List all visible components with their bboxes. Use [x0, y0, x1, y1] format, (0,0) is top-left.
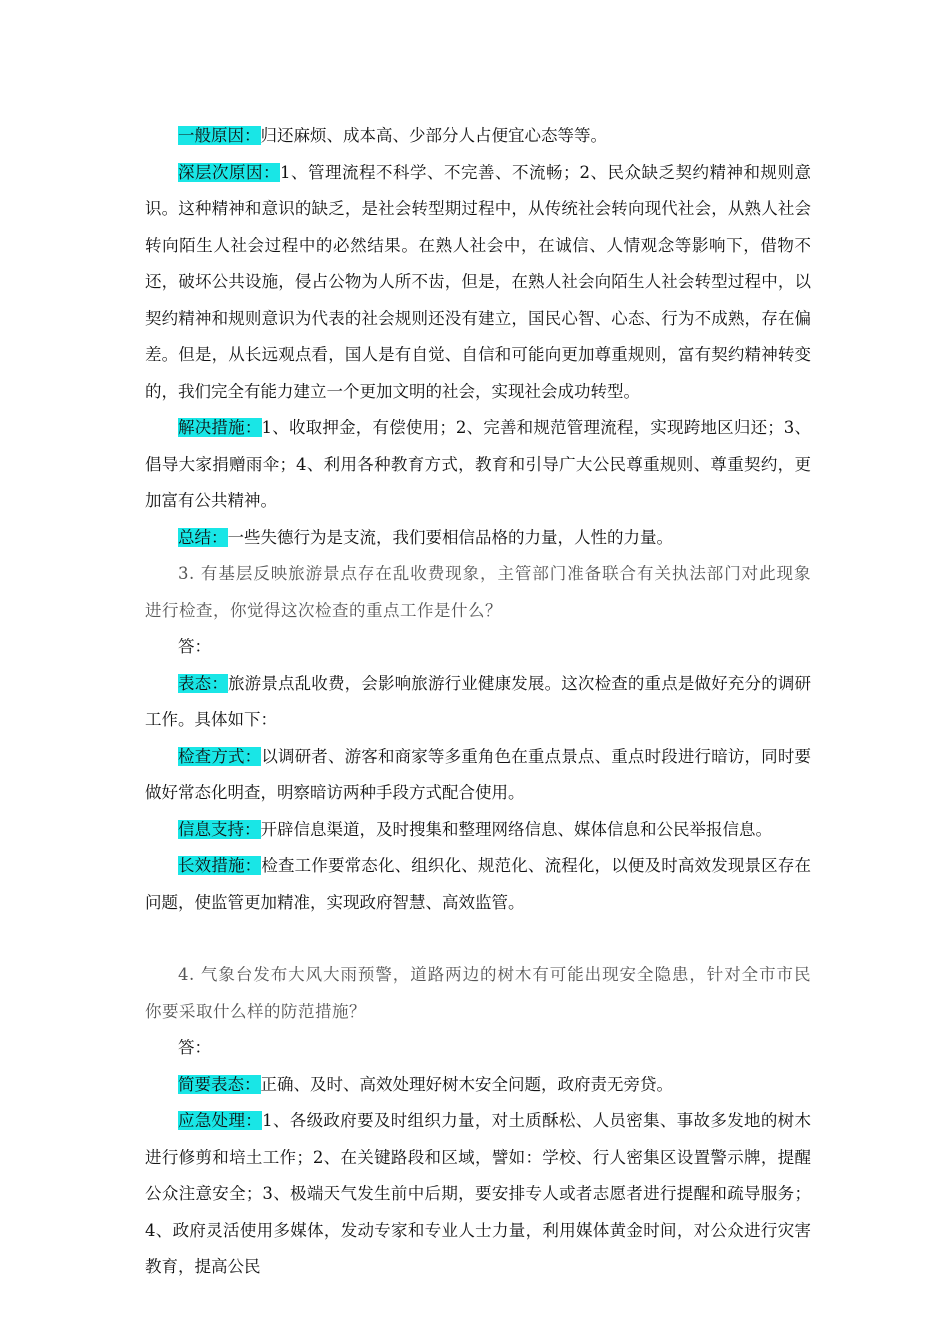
heading-deep-reason: 深层次原因： [178, 162, 280, 182]
heading-solutions: 解决措施： [178, 418, 262, 437]
text-q4-emergency: 1、各级政府要及时组织力量，对土质酥松、人员密集、事故多发地的树木进行修剪和培土工作；2、在关键路段和区域，譬如：学校、行人密集区设置警示牌，提醒公众注意安全；3、极端天气发生前中后期，要安排专人或者志愿者进行提醒和疏导服务；4、政府灵活使用多媒体，发动专家和专业人士力量，利用媒体黄金时间，对公众进行灾害教育，提高公民 [145, 1111, 812, 1276]
paragraph-q3-info [145, 812, 811, 849]
question-3: 3. 有基层反映旅游景点存在乱收费现象，主管部门准备联合有关执法部门对此现象进行检查，你觉得这次检查的重点工作是什么？ [145, 564, 811, 620]
text-q3-stance: 旅游景点乱收费，会影响旅游行业健康发展。这次检查的重点是做好充分的调研工作。具体如下： [145, 673, 812, 729]
paragraph-general-reason [145, 118, 811, 155]
paragraph-summary [145, 520, 811, 557]
heading-q4-emergency: 应急处理： [178, 1111, 263, 1130]
paragraph-q3-longterm [145, 848, 811, 921]
heading-summary: 总结： [178, 527, 228, 547]
heading-q4-stance: 简要表态： [178, 1074, 261, 1094]
paragraph-solutions [145, 410, 811, 520]
text-solutions: 1、收取押金，有偿使用；2、完善和规范管理流程，实现跨地区归还；3、倡导大家捐赠雨伞；4、利用各种教育方式，教育和引导广大公民尊重规则、尊重契约，更加富有公共精神。 [145, 418, 811, 510]
answer-4-label: 答： [178, 1038, 211, 1057]
text-q3-method: 以调研者、游客和商家等多重角色在重点景点、重点时段进行暗访，同时要做好常态化明查，明察暗访两种手段方式配合使用。 [145, 746, 812, 802]
heading-q3-stance: 表态： [178, 673, 228, 693]
question-4: 4. 气象台发布大风大雨预警，道路两边的树木有可能出现安全隐患，针对全市市民你要采取什么样的防范措施？ [145, 965, 811, 1021]
text-q4-stance: 正确、及时、高效处理好树木安全问题，政府责无旁贷。 [260, 1074, 673, 1094]
paragraph-q4-stance [145, 1067, 811, 1104]
heading-q3-method: 检查方式： [178, 746, 262, 766]
paragraph-deep-reason [145, 155, 811, 411]
text-general-reason: 归还麻烦、成本高、少部分人占便宜心态等等。 [260, 126, 607, 145]
heading-q3-longterm: 长效措施： [178, 856, 262, 875]
heading-q3-info: 信息支持： [178, 819, 261, 839]
paragraph-q4-emergency [145, 1103, 811, 1286]
text-summary: 一些失德行为是支流，我们要相信品格的力量，人性的力量。 [227, 527, 673, 547]
heading-general-reason: 一般原因： [178, 126, 261, 145]
text-q3-info: 开辟信息渠道，及时搜集和整理网络信息、媒体信息和公民举报信息。 [260, 819, 772, 839]
answer-3-label: 答： [178, 637, 211, 656]
document-page [145, 118, 811, 1286]
text-deep-reason: 1、管理流程不科学、不完善、不流畅；2、民众缺乏契约精神和规则意识。这种精神和意识的缺乏，是社会转型期过程中，从传统社会转向现代社会，从熟人社会转向陌生人社会过程中的必然结果。在熟人社会中，在诚信、人情观念等影响下，借物不还，破坏公共设施，侵占公物为人所不齿，但是，在熟人社会向陌生人社会转型过程中，以契约精神和规则意识为代表的社会规则还没有建立，国民心智、心态、行为不成熟，存在偏差。但是，从长远观点看，国人是有自觉、自信和可能向更加尊重规则，富有契约精神转变的，我们完全有能力建立一个更加文明的社会，实现社会成功转型。 [145, 162, 811, 401]
paragraph-q3-stance [145, 666, 811, 739]
paragraph-q3-method [145, 739, 811, 812]
text-q3-longterm: 检查工作要常态化、组织化、规范化、流程化，以便及时高效发现景区存在问题，使监管更加精准，实现政府智慧、高效监管。 [145, 856, 812, 912]
section-spacer [145, 921, 811, 957]
